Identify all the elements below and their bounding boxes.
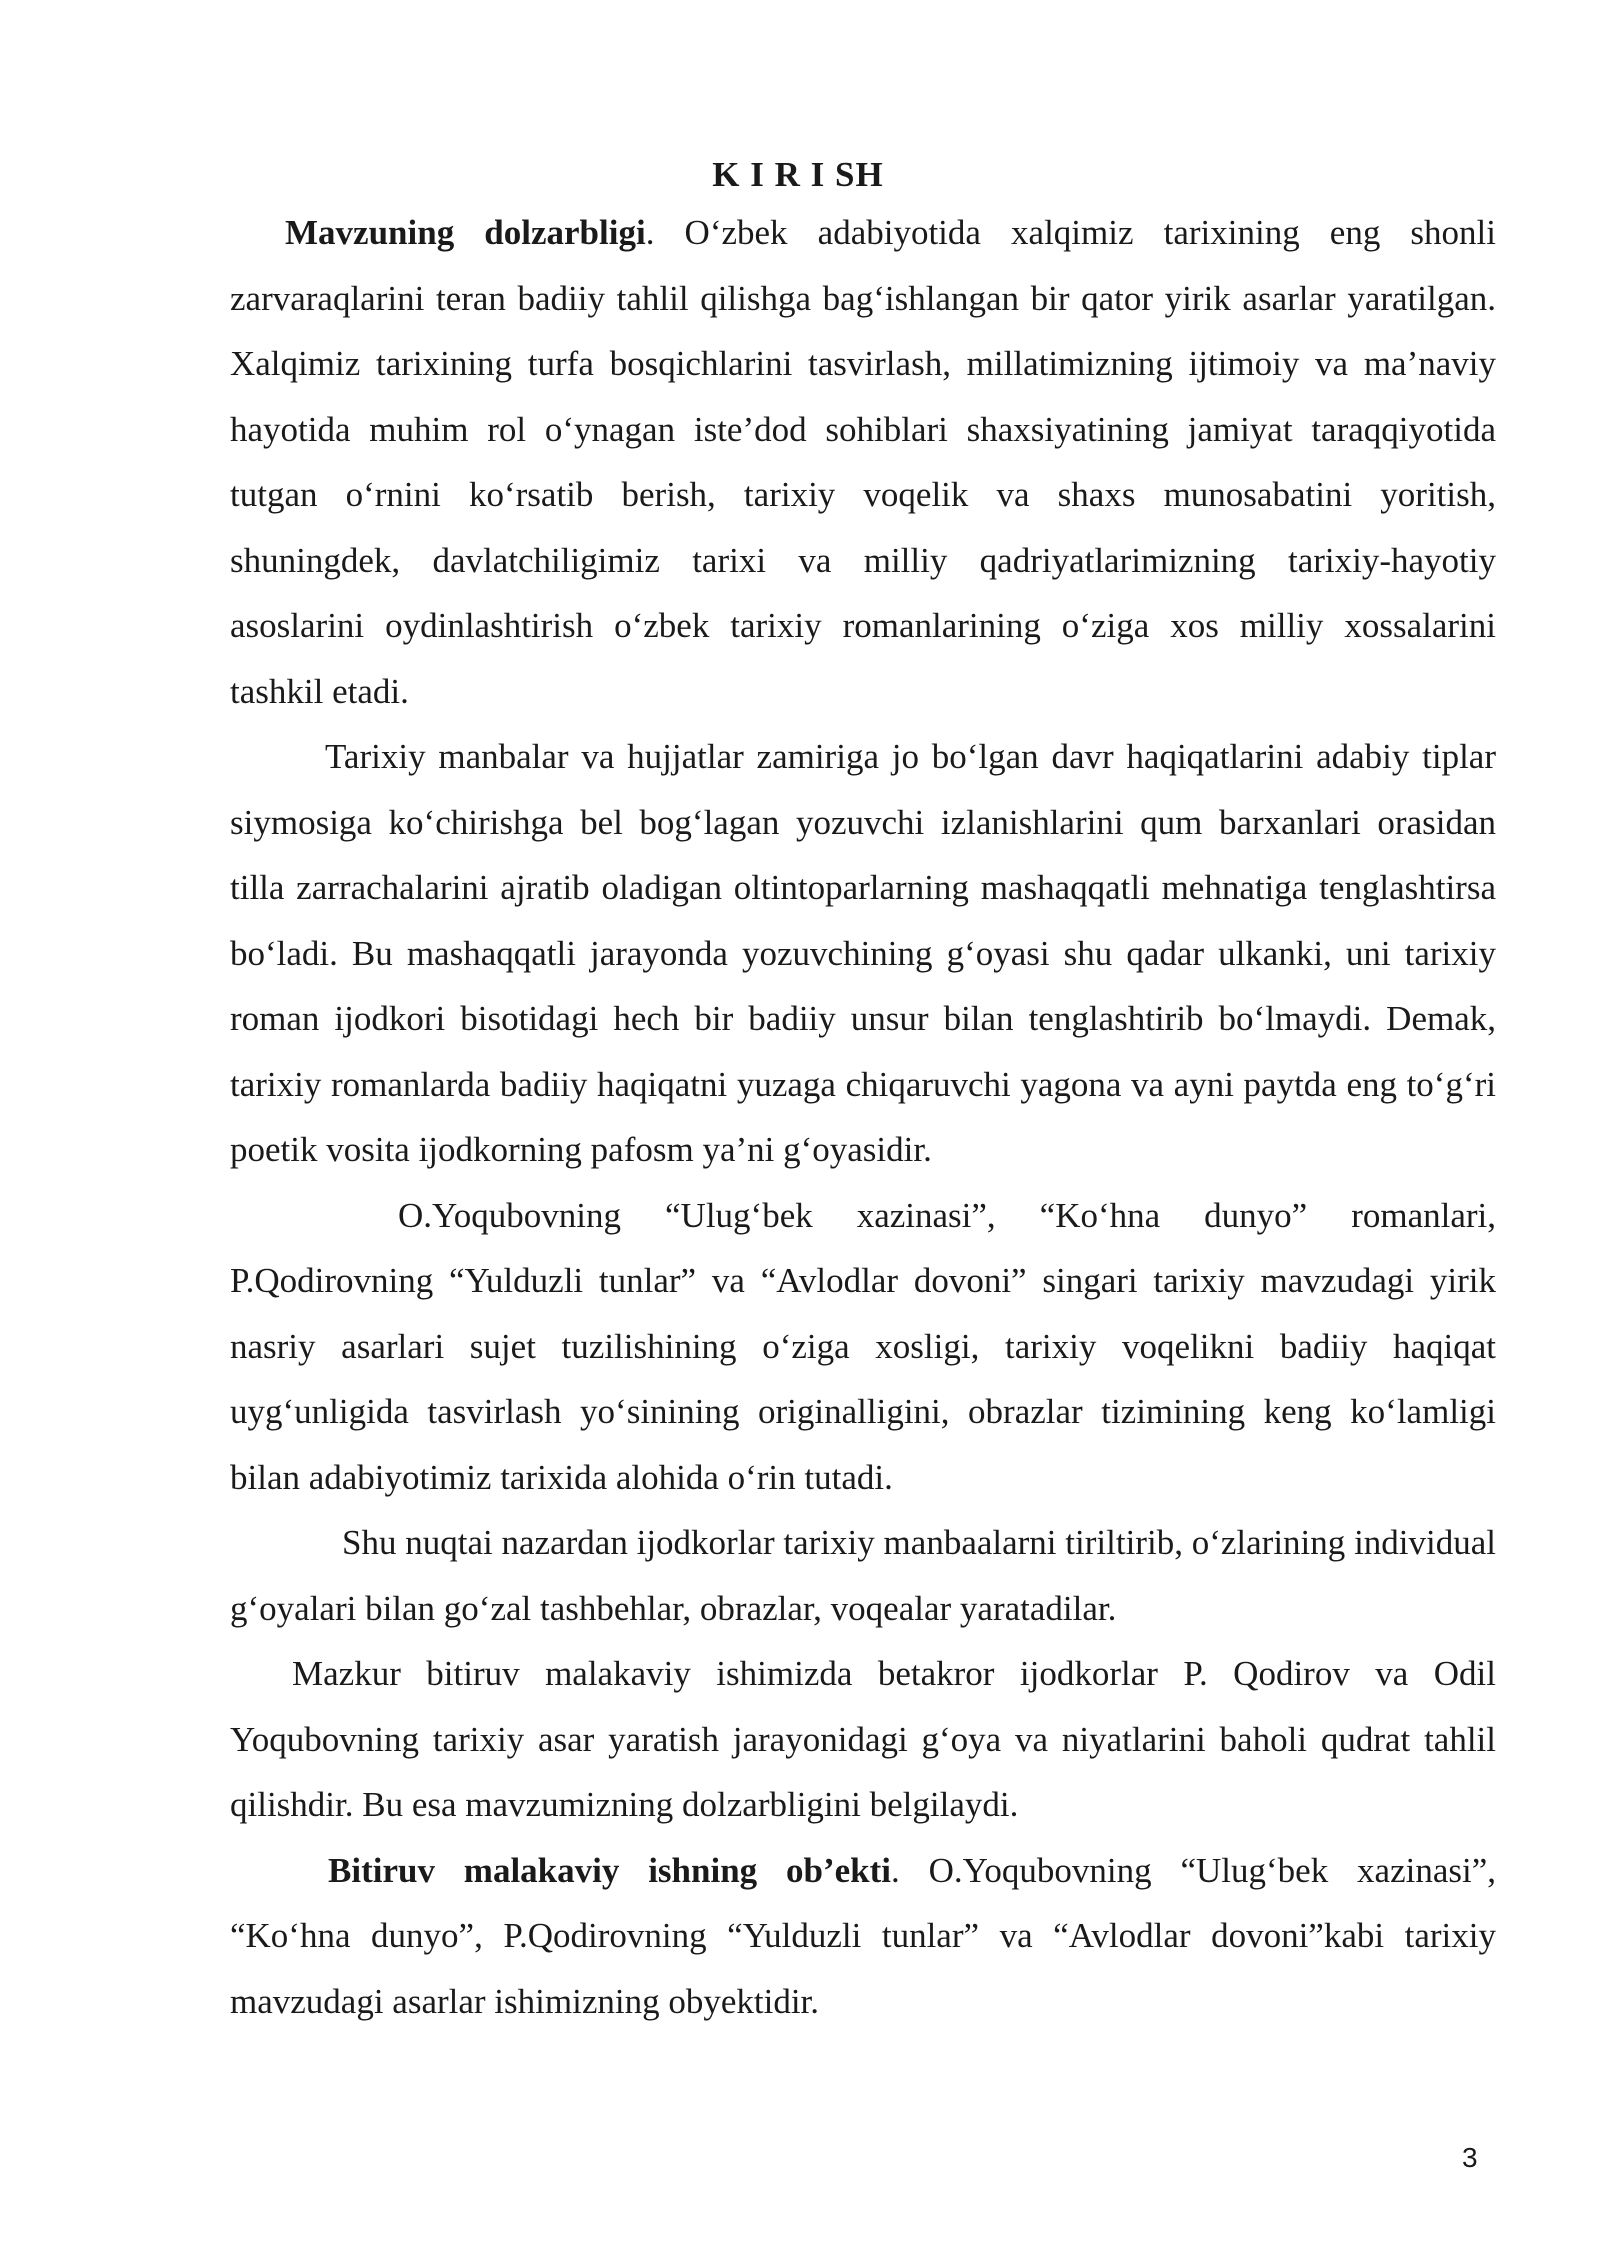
paragraph-text-novels: O.Yoqubovning “Ulug‘bek xazinasi”, “Ko‘hna dunyo” romanlari, P.Qodirovning “Yulduzli tunlar” va “Avlodlar dovoni” singari tarixiy mavzudagi yirik nasriy asarlari sujet tuzilishining o‘ziga xosligi, tarixiy voqelikni badiiy haqiqat uyg‘unligida tasvirlash yo‘sinining originalligini, obrazlar tizimining keng ko‘lamligi bilan adabiyotimiz tarixida alohida o‘rin tutadi. [230,1195,1496,1497]
paragraph-viewpoint [230,1510,1496,1641]
paragraph-lead-object: Bitiruv malakaviy ishning ob’ekti [328,1850,892,1890]
paragraph-text-thesis-aim: Mazkur bitiruv malakaviy ishimizda betakror ijodkorlar P. Qodirov va Odil Yoqubovning tarixiy asar yaratish jarayonidagi g‘oya va niyatlarini baholi qudrat tahlil qilishdir. Bu esa mavzumizning dolzarbligini belgilaydi. [230,1654,1496,1824]
paragraph-text-historical-sources: Tarixiy manbalar va hujjatlar zamiriga jo bo‘lgan davr haqiqatlarini adabiy tiplar siymosiga ko‘chirishga bel bog‘lagan yozuvchi izlanishlarini qum barxanlari orasidan tilla zarrachalarini ajratib oladigan oltintoparlarning mashaqqatli mehnatiga tenglashtirsa bo‘ladi. Bu mashaqqatli jarayonda yozuvchining g‘oyasi shu qadar ulkanki, uni tarixiy roman ijodkori bisotidagi hech bir badiiy unsur bilan tenglashtirib bo‘lmaydi. Demak, tarixiy romanlarda badiiy haqiqatni yuzaga chiqaruvchi yagona va ayni paytda eng to‘g‘ri poetik vosita ijodkorning pafosm ya’ni g‘oyasidir. [230,737,1496,1169]
paragraph-historical-sources [230,724,1496,1183]
paragraph-text-object: . O.Yoqubovning “Ulug‘bek xazinasi”, “Ko‘hna dunyo”, P.Qodirovning “Yulduzli tunlar” va “Avlodlar dovoni”kabi tarixiy mavzudagi asarlar ishimizning obyektidir. [230,1850,1496,2021]
paragraph-text-viewpoint: Shu nuqtai nazardan ijodkorlar tarixiy manbaalarni tiriltirib, o‘zlarining individual g‘oyalari bilan go‘zal tashbehlar, obrazlar, voqealar yaratadilar. [230,1523,1496,1628]
paragraph-lead-relevance: Mavzuning dolzarbligi [285,213,646,252]
paragraph-novels [230,1183,1496,1511]
paragraph-thesis-aim [230,1641,1496,1838]
paragraph-text-relevance: . O‘zbek adabiyotida xalqimiz tarixining eng shonli zarvaraqlarini teran badiiy tahlil qilishga bag‘ishlangan bir qator yirik asarlar yaratilgan. Xalqimiz tarixining turfa bosqichlarini tasvirlash, millatimizning ijtimoiy va ma’naviy hayotida muhim rol o‘ynagan iste’dod sohiblari shaxsiyatining jamiyat taraqqiyotida tutgan o‘rnini ko‘rsatib berish, tarixiy voqelik va shaxs munosabatini yoritish, shuningdek, davlatchiligimiz tarixi va milliy qadriyatlarimizning tarixiy-hayotiy asoslarini oydinlashtirish o‘zbek tarixiy romanlarining o‘ziga xos milliy xossalarini tashkil etadi. [230,213,1497,711]
section-title: K I R I SH [712,155,884,194]
paragraph-object [230,1838,1496,2035]
page-number: 3 [1462,2142,1478,2173]
paragraph-relevance [230,200,1496,724]
document-page [230,150,1496,2034]
